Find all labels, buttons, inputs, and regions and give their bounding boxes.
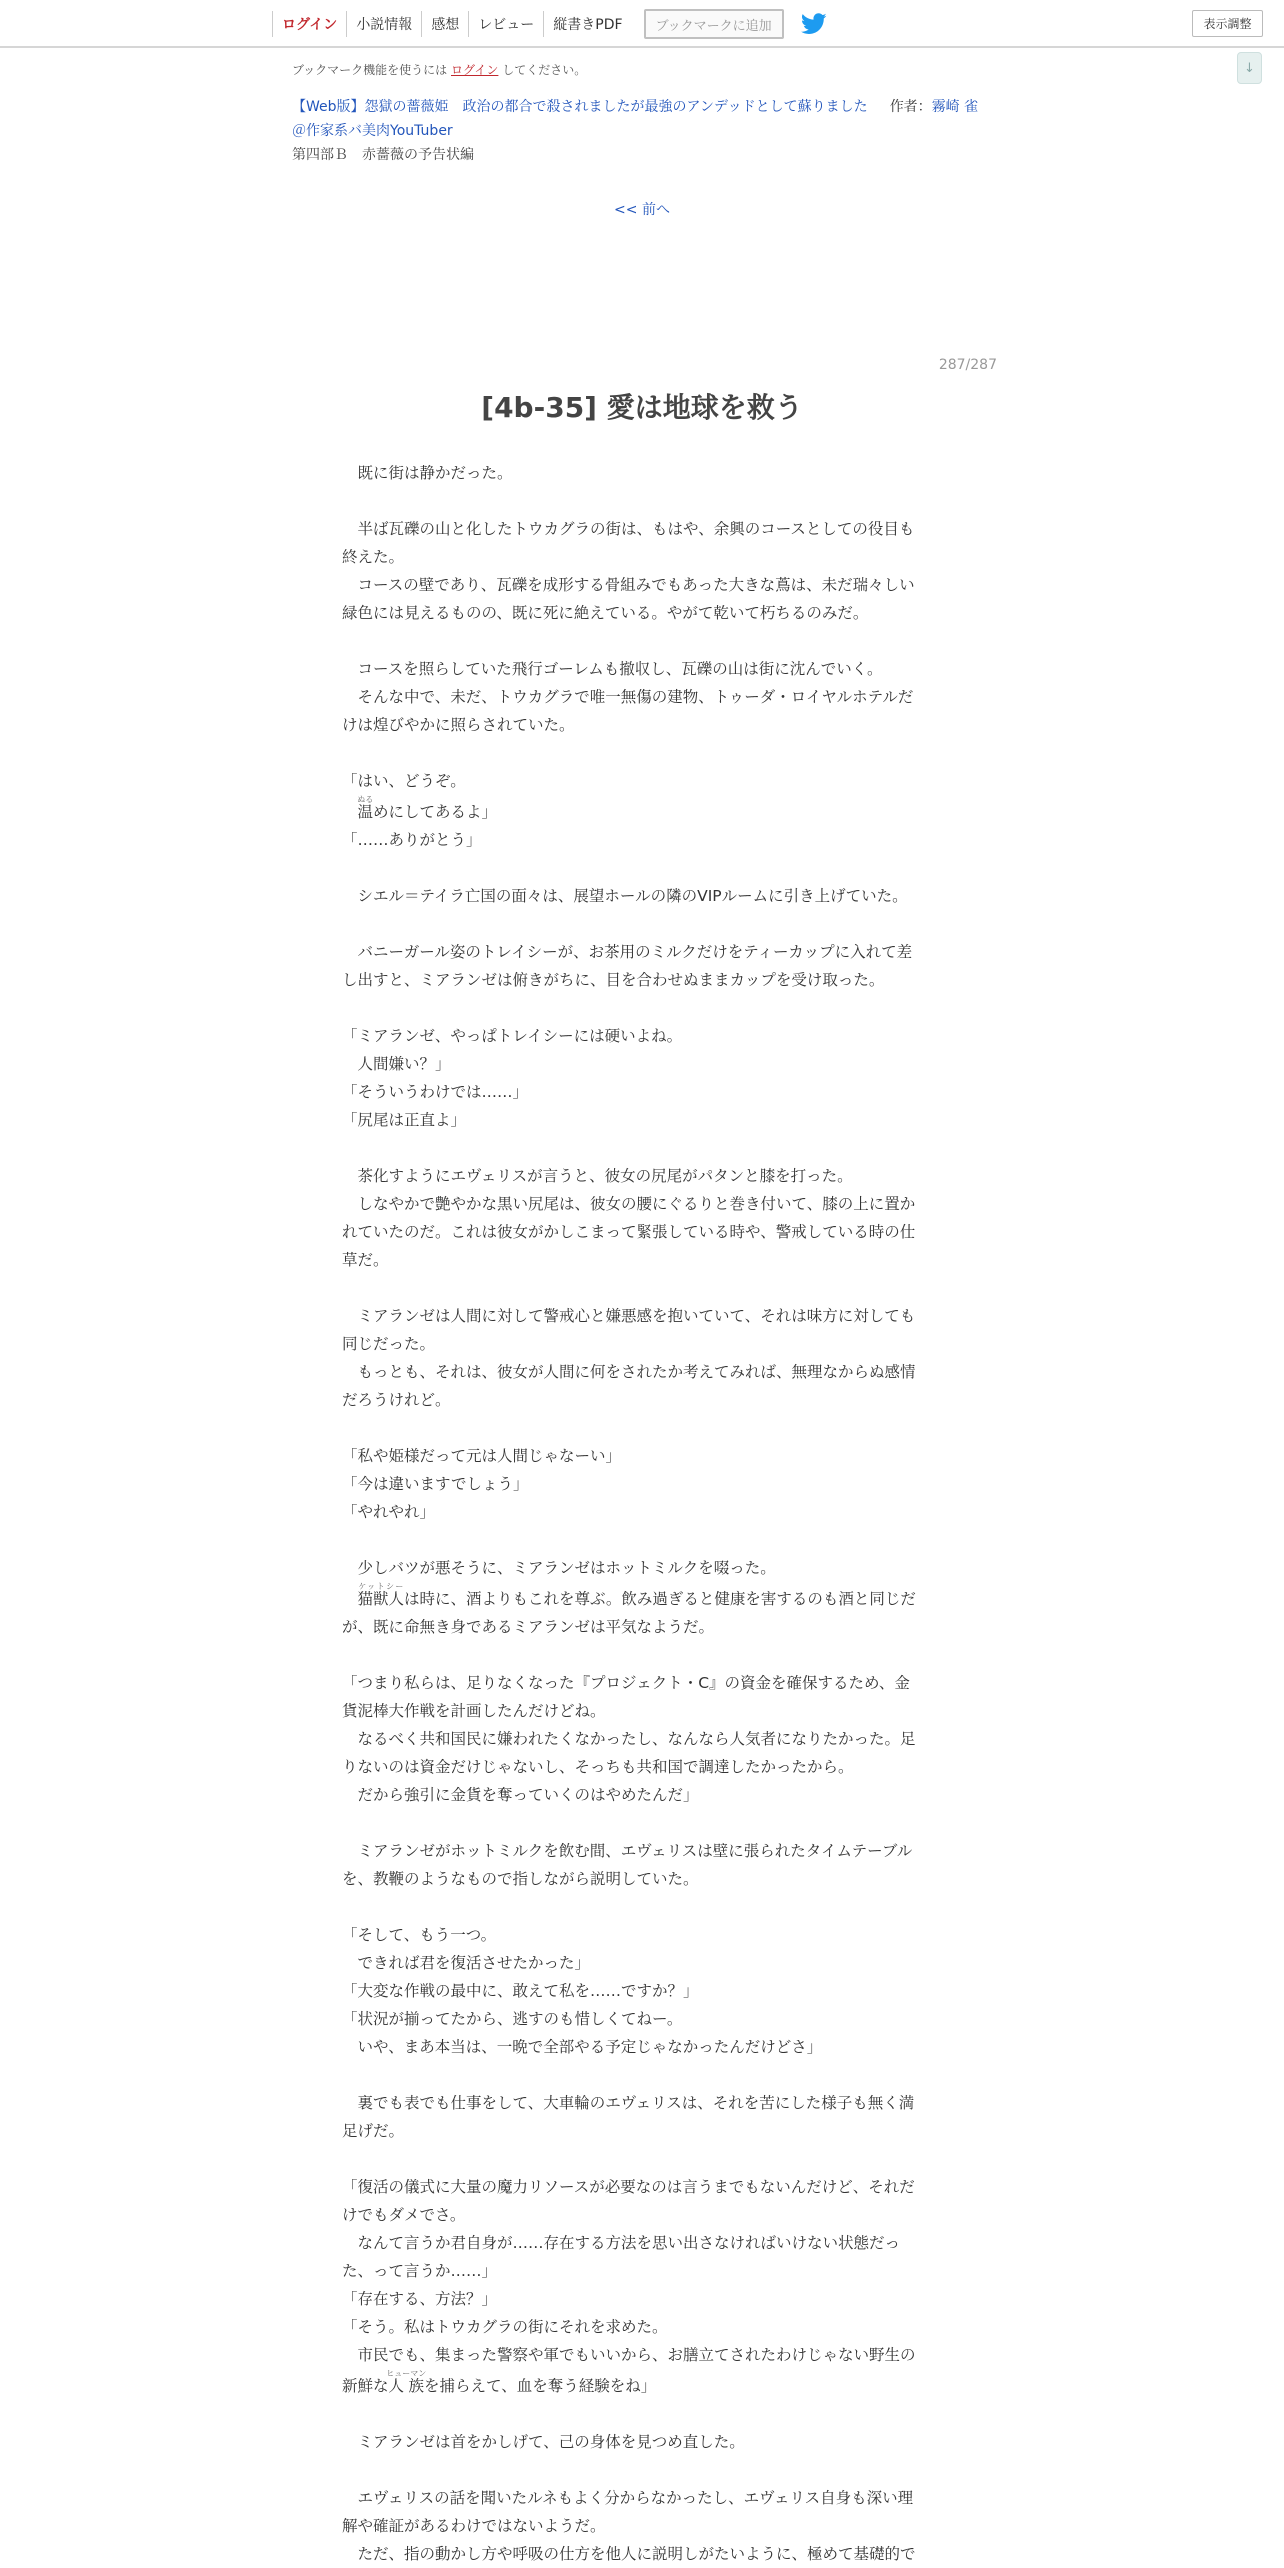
text-line: ミアランゼは首をかしげて、己の身体を見つめ直した。 xyxy=(342,2433,745,2451)
text-line: ミアランゼがホットミルクを飲む間、エヴェリスは壁に張られたタイムテーブル xyxy=(342,1842,913,1860)
text-span: 新鮮な xyxy=(342,2377,389,2395)
top-navigation-bar xyxy=(0,0,1284,48)
blank-line xyxy=(342,739,942,767)
text-line: 「大変な作戦の最中に、敢えて私を……ですか？」 xyxy=(342,1982,699,2000)
text-line: エヴェリスの話を聞いたルネもよく分からなかったし、エヴェリス自身も深い理 xyxy=(342,2489,914,2507)
text-line: 「そう。私はトウカグラの街にそれを求めた。 xyxy=(342,2318,668,2336)
text-line: 「……ありがとう」 xyxy=(342,831,482,849)
vertical-pdf-link[interactable]: 縦書きPDF xyxy=(543,11,631,37)
ruby-reading: ぬる xyxy=(357,795,374,804)
text-line: 「そういうわけでは……」 xyxy=(342,1083,529,1101)
blank-line xyxy=(342,2145,942,2173)
ruby-base: 人族 xyxy=(386,2377,427,2395)
text-line: 「今は違いますでしょう」 xyxy=(342,1475,529,1493)
prev-page-nav xyxy=(0,199,1284,219)
blank-line xyxy=(342,487,942,515)
twitter-bird-icon[interactable] xyxy=(801,13,827,35)
blank-line xyxy=(342,854,942,882)
text-line: 緑色には見えるものの、既に死に絶えている。やがて乾いて朽ちるのみだ。 xyxy=(342,604,869,622)
add-bookmark-button[interactable]: ブックマークに追加 xyxy=(644,9,784,39)
text-line: 「私や姫様だって元は人間じゃなーい」 xyxy=(342,1447,622,1465)
text-line: もっとも、それは、彼女が人間に何をされたか考えてみれば、無理なからぬ感情 xyxy=(342,1363,916,1381)
text-line: 少しバツが悪そうに、ミアランゼはホットミルクを啜った。 xyxy=(342,1559,776,1577)
text-line: 草だ。 xyxy=(342,1251,389,1269)
prev-page-link[interactable]: << 前へ xyxy=(614,202,670,218)
text-span: を捕らえて、血を奪う経験をね」 xyxy=(424,2377,657,2395)
author-label: 作者： xyxy=(889,99,932,115)
text-line: 「はい、どうぞ。 xyxy=(342,772,466,790)
ruby-word xyxy=(357,795,374,821)
display-adjust-button[interactable]: 表示調整 xyxy=(1192,10,1263,37)
page-number: 287/287 xyxy=(938,357,997,373)
text-line: 貨泥棒大作戦を計画したんだけどね。 xyxy=(342,1702,606,1720)
review-link[interactable]: レビュー xyxy=(468,11,543,37)
blank-line xyxy=(342,2456,942,2484)
down-arrow-icon: ↓ xyxy=(1244,60,1255,76)
text-line: を、教鞭のようなもので指しながら説明していた。 xyxy=(342,1870,699,1888)
ruby-word xyxy=(386,2369,427,2395)
ruby-base: 温 xyxy=(357,803,374,821)
text-line: なるべく共和国民に嫌われたくなかったし、なんなら人気者になりたかった。足 xyxy=(342,1730,916,1748)
author-subtitle-link[interactable]: ＠作家系バ美肉YouTuber xyxy=(292,123,453,139)
text-line: コースの壁であり、瓦礫を成形する骨組みでもあった大きな蔦は、未だ瑞々しい xyxy=(342,576,915,594)
ruby-reading: ヒューマン xyxy=(386,2369,427,2378)
chapter-title: [4b-35] 愛は地球を救う xyxy=(481,391,803,424)
bookmark-note-before: ブックマーク機能を使うには xyxy=(292,63,448,77)
chapter-group-title: 第四部Ｂ 赤薔薇の予告状編 xyxy=(292,147,474,163)
text-line: 「つまり私らは、足りなくなった『プロジェクト・C』の資金を確保するため、金 xyxy=(342,1674,910,1692)
text-line: た、って言うか……」 xyxy=(342,2262,498,2280)
text-span: めにしてあるよ」 xyxy=(373,803,498,821)
ruby-base: 猫獣人 xyxy=(357,1590,405,1608)
scroll-down-button[interactable] xyxy=(1237,52,1262,84)
text-line: 同じだった。 xyxy=(342,1335,436,1353)
text-line: りないのは資金だけじゃないし、そっちも共和国で調達したかったから。 xyxy=(342,1758,854,1776)
blank-line xyxy=(342,1134,942,1162)
text-line: 「ミアランゼ、やっぱトレイシーには硬いよね。 xyxy=(342,1027,683,1045)
text-line: 既に街は静かだった。 xyxy=(342,464,513,482)
novel-info-block xyxy=(292,62,1012,167)
text-line: シエル＝テイラ亡国の面々は、展望ホールの隣のVIPルームに引き上げていた。 xyxy=(342,887,908,905)
text-line: けでもダメでさ。 xyxy=(342,2206,466,2224)
text-span: は時に、酒よりもこれを尊ぶ。飲み過ぎると健康を害するのも酒と同じだ xyxy=(404,1590,916,1608)
text-line: 半ば瓦礫の山と化したトウカグラの街は、もはや、余興のコースとしての役目も xyxy=(342,520,915,538)
text-line: なんて言うか君自身が……存在する方法を思い出さなければいけない状態だっ xyxy=(342,2234,901,2252)
text-line: だから強引に金貨を奪っていくのはやめたんだ」 xyxy=(342,1786,699,1804)
text-line-with-ruby xyxy=(342,795,942,826)
text-line: 「そして、もう一つ。 xyxy=(342,1926,497,1944)
ruby-word xyxy=(357,1582,405,1608)
text-line: 「存在する、方法？」 xyxy=(342,2290,498,2308)
author-link[interactable]: 霧崎 雀 xyxy=(931,99,979,115)
blank-line xyxy=(342,910,942,938)
blank-line xyxy=(342,1809,942,1837)
series-title-link[interactable]: 【Web版】怨獄の薔薇姫 政治の都合で殺されましたが最強のアンデッドとして蘇りました xyxy=(292,99,868,115)
text-line-with-ruby xyxy=(342,1582,942,1613)
blank-line xyxy=(342,1274,942,1302)
text-line: が、既に命無き身であるミアランゼは平気なようだ。 xyxy=(342,1618,715,1636)
text-line: 裏でも表でも仕事をして、大車輪のエヴェリスは、それを苦にした様子も無く満 xyxy=(342,2094,915,2112)
text-line: 人間嫌い？」 xyxy=(342,1055,451,1073)
novel-info-link[interactable]: 小説情報 xyxy=(346,11,421,37)
text-line-with-ruby xyxy=(342,2369,942,2400)
text-line: コースを照らしていた飛行ゴーレムも撤収し、瓦礫の山は街に沈んでいく。 xyxy=(342,660,883,678)
text-line: けは煌びやかに照らされていた。 xyxy=(342,716,575,734)
text-line: ただ、指の動かし方や呼吸の仕方を他人に説明しがたいように、極めて基礎的で xyxy=(342,2545,916,2563)
text-line: れていたのだ。これは彼女がかしこまって緊張している時や、警戒している時の仕 xyxy=(342,1223,916,1241)
text-line: 「復活の儀式に大量の魔力リソースが必要なのは言うまでもないんだけど、それだ xyxy=(342,2178,915,2196)
novel-body xyxy=(342,459,942,2568)
text-line: 足げだ。 xyxy=(342,2122,405,2140)
text-line: しなやかで艶やかな黒い尻尾は、彼女の腰にぐるりと巻き付いて、膝の上に置か xyxy=(342,1195,916,1213)
series-header xyxy=(292,95,1012,143)
text-line: 解や確証があるわけではないようだ。 xyxy=(342,2517,606,2535)
text-line: ミアランゼは人間に対して警戒心と嫌悪感を抱いていて、それは味方に対しても xyxy=(342,1307,916,1325)
blank-line xyxy=(342,2061,942,2089)
text-line: 終えた。 xyxy=(342,548,405,566)
text-line: 「やれやれ」 xyxy=(342,1503,436,1521)
blank-line xyxy=(342,994,942,1022)
text-line: そんな中で、未だ、トウカグラで唯一無傷の建物、トゥーダ・ロイヤルホテルだ xyxy=(342,688,914,706)
text-line: 茶化すようにエヴェリスが言うと、彼女の尻尾がパタンと膝を打った。 xyxy=(342,1167,853,1185)
bookmark-login-note xyxy=(292,62,1012,78)
ruby-reading: ケットシー xyxy=(357,1582,405,1591)
impressions-link[interactable]: 感想 xyxy=(421,11,468,37)
text-line: し出すと、ミアランゼは俯きがちに、目を合わせぬままカップを受け取った。 xyxy=(342,971,885,989)
text-line: いや、まあ本当は、一晩で全部やる予定じゃなかったんだけどさ」 xyxy=(342,2038,823,2056)
login-link[interactable]: ログイン xyxy=(272,11,346,37)
blank-line xyxy=(342,2400,942,2428)
bookmark-note-login-link[interactable]: ログイン xyxy=(451,63,499,77)
text-line: 「状況が揃ってたから、逃すのも惜しくてねー。 xyxy=(342,2010,683,2028)
text-line: バニーガール姿のトレイシーが、お茶用のミルクだけをティーカップに入れて差 xyxy=(342,943,913,961)
text-line: だろうけれど。 xyxy=(342,1391,451,1409)
blank-line xyxy=(342,627,942,655)
text-line: できれば君を復活させたかった」 xyxy=(342,1954,591,1972)
blank-line xyxy=(342,1641,942,1669)
blank-line xyxy=(342,1414,942,1442)
bookmark-note-after: してください。 xyxy=(502,63,587,77)
blank-line xyxy=(342,1893,942,1921)
blank-line xyxy=(342,1526,942,1554)
nav-menu xyxy=(272,0,827,48)
text-line: 「尻尾は正直よ」 xyxy=(342,1111,467,1129)
text-line: 市民でも、集まった警察や軍でもいいから、お膳立てされたわけじゃない野生の xyxy=(342,2346,916,2364)
